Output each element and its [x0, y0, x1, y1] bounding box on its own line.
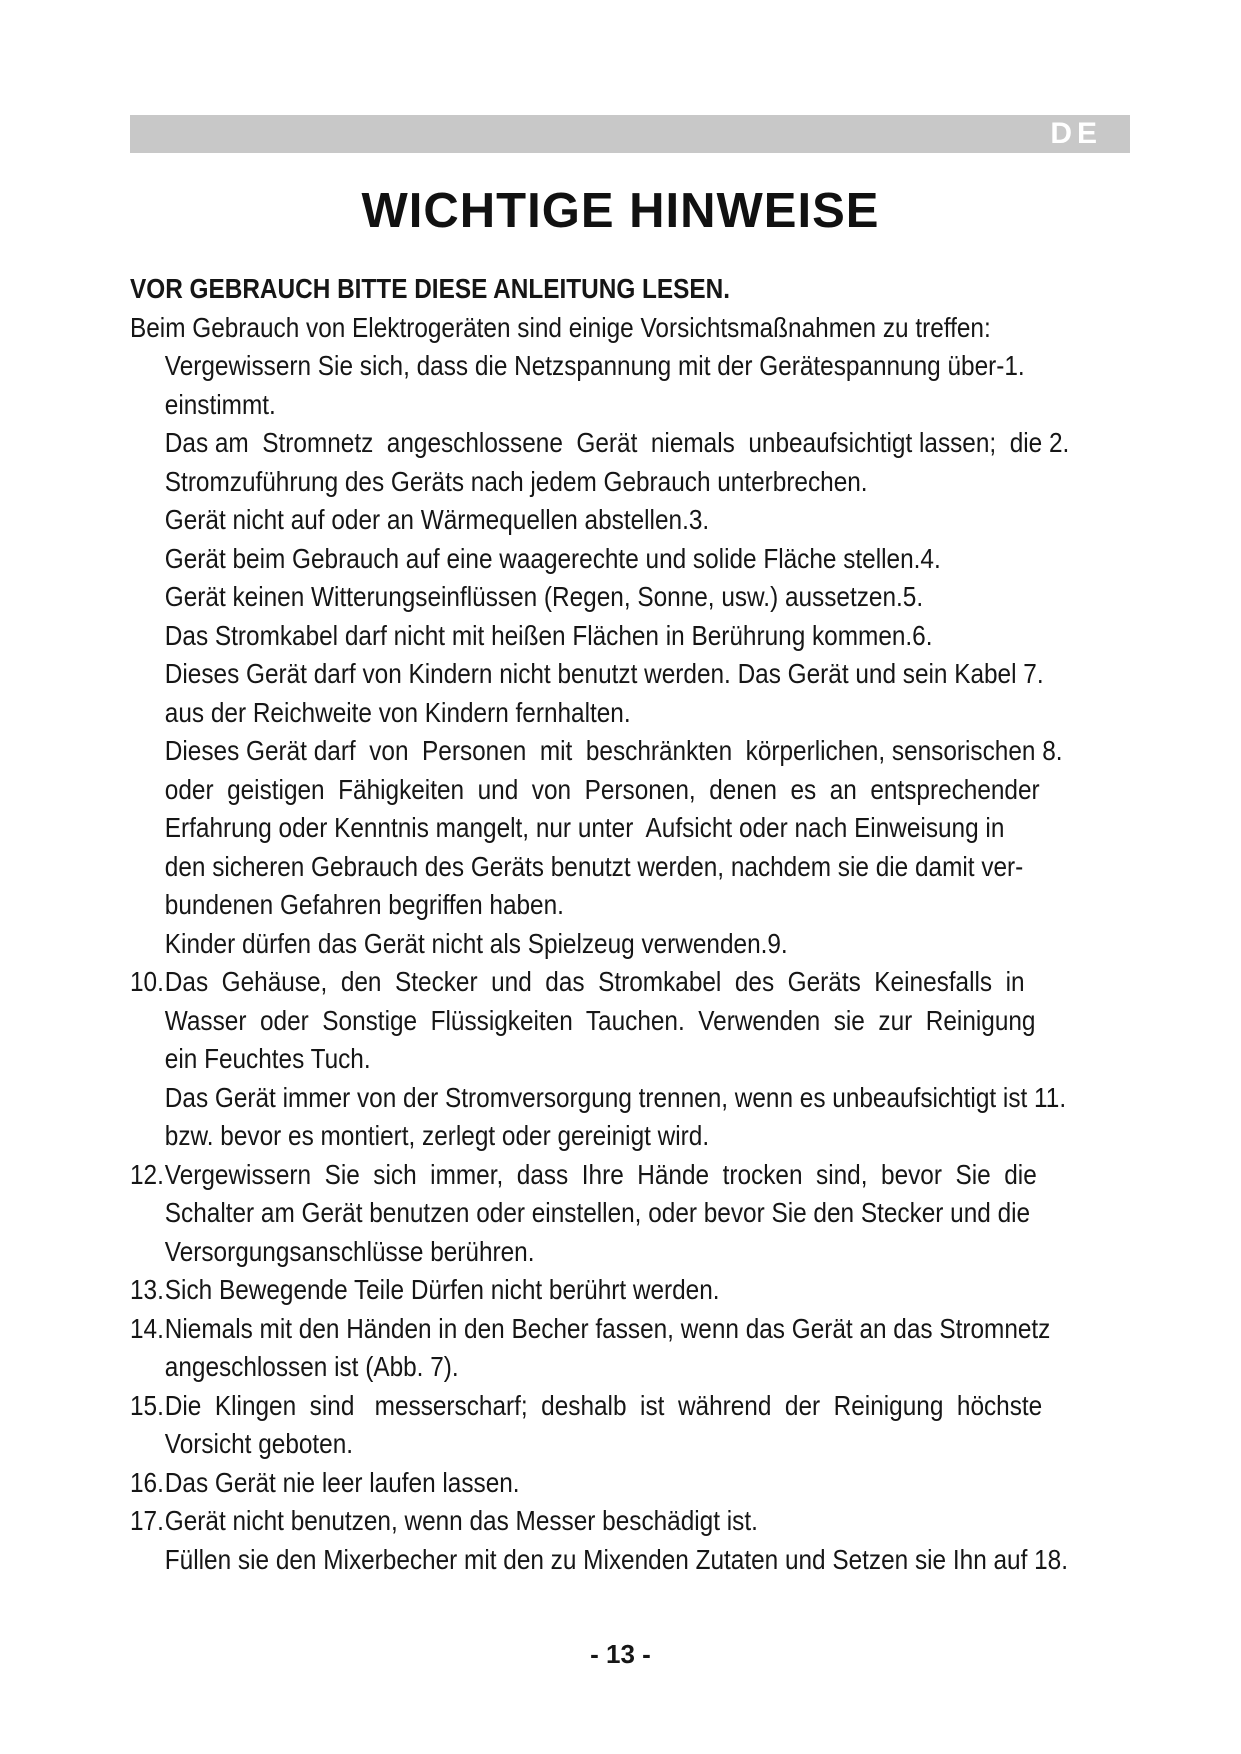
list-item-line: Vergewissern Sie sich, dass die Netzspannung mit der Gerätespannung über-1.	[164, 350, 1025, 381]
list-item	[130, 1271, 1180, 1310]
list-item-line: bzw. bevor es montiert, zerlegt oder gereinigt wird.	[164, 1120, 710, 1151]
list-item-line: Vorsicht geboten.	[164, 1428, 354, 1459]
list-item-line: den sicheren Gebrauch des Geräts benutzt werden, nachdem sie die damit ver-	[164, 850, 1024, 882]
intro-text: Beim Gebrauch von Elektrogeräten sind einige Vorsichtsmaßnahmen zu treffen:	[130, 311, 991, 343]
page-number: - 13 -	[590, 1639, 651, 1669]
subtitle: VOR GEBRAUCH BITTE DIESE ANLEITUNG LESEN.	[130, 273, 731, 304]
list-item-line: Schalter am Gerät benutzen oder einstellen, oder bevor Sie den Stecker und die	[164, 1197, 1031, 1228]
list-item	[130, 963, 1180, 1079]
page-title: WICHTIGE HINWEISE	[361, 184, 880, 238]
list-item	[130, 1079, 1180, 1156]
list-item-line: Stromzuführung des Geräts nach jedem Gebrauch unterbrechen.	[164, 465, 868, 497]
list-item-number: 13.	[130, 1274, 164, 1305]
list-item-line: Das Gehäuse, den Stecker und das Stromkabel des Geräts Keinesfalls in	[164, 966, 1025, 997]
content	[130, 270, 1070, 1579]
list-item-number: 17.	[130, 1505, 164, 1536]
list-item	[130, 578, 1180, 617]
list-item-line: Gerät nicht benutzen, wenn das Messer beschädigt ist.	[164, 1505, 758, 1536]
list-item-line: Das Stromkabel darf nicht mit heißen Flächen in Berührung kommen.6.	[164, 619, 933, 651]
list-item-number: 15.	[130, 1389, 164, 1421]
list-item-line: Versorgungsanschlüsse berühren.	[164, 1235, 535, 1267]
list-item-line: Sich Bewegende Teile Dürfen nicht berührt werden.	[164, 1274, 720, 1305]
list-item	[130, 347, 1180, 424]
list-item-line: Die Klingen sind messerscharf; deshalb ist während der Reinigung höchste	[164, 1389, 1043, 1421]
list-item-line: Das am Stromnetz angeschlossene Gerät niemals unbeaufsichtigt lassen; die 2.	[164, 427, 1070, 458]
list-item-number: 10.	[130, 966, 164, 997]
list-item	[130, 501, 1180, 540]
instruction-list	[130, 347, 1180, 1579]
list-item	[130, 424, 1180, 501]
list-item	[130, 1310, 1180, 1387]
list-item	[130, 1464, 1180, 1503]
list-item-number: 16.	[130, 1466, 164, 1498]
list-item	[130, 1156, 1180, 1272]
list-item	[130, 925, 1180, 964]
list-item-line: Dieses Gerät darf von Personen mit beschränkten körperlichen, sensorischen 8.	[164, 735, 1063, 766]
list-item-line: Vergewissern Sie sich immer, dass Ihre Hände trocken sind, bevor Sie die	[164, 1158, 1037, 1190]
list-item-line: Niemals mit den Händen in den Becher fassen, wenn das Gerät an das Stromnetz	[164, 1312, 1051, 1344]
list-item-line: Erfahrung oder Kenntnis mangelt, nur unter Aufsicht oder nach Einweisung in	[164, 812, 1005, 843]
list-item	[130, 617, 1180, 656]
list-item-line: Füllen sie den Mixerbecher mit den zu Mixenden Zutaten und Setzen sie Ihn auf 18.	[164, 1543, 1069, 1575]
list-item-number: 12.	[130, 1158, 164, 1190]
list-item-line: Das Gerät immer von der Stromversorgung trennen, wenn es unbeaufsichtigt ist 11.	[164, 1081, 1067, 1113]
list-item-line: einstimmt.	[164, 388, 276, 420]
list-item-line: angeschlossen ist (Abb. 7).	[164, 1351, 459, 1382]
list-item-line: Gerät nicht auf oder an Wärmequellen abstellen.3.	[164, 504, 710, 535]
list-item-line: bundenen Gefahren begriffen haben.	[164, 889, 564, 920]
language-code: DE	[1050, 117, 1102, 150]
list-item	[130, 655, 1180, 732]
list-item	[130, 732, 1180, 925]
list-item-line: Gerät beim Gebrauch auf eine waagerechte und solide Fläche stellen.4.	[164, 542, 941, 574]
list-item	[130, 540, 1180, 579]
list-item-line: Kinder dürfen das Gerät nicht als Spielzeug verwenden.9.	[164, 927, 788, 959]
list-item	[130, 1541, 1180, 1580]
language-bar	[130, 115, 1130, 153]
list-item-line: Dieses Gerät darf von Kindern nicht benutzt werden. Das Gerät und sein Kabel 7.	[164, 658, 1044, 689]
list-item	[130, 1387, 1180, 1464]
list-item	[130, 1502, 1180, 1541]
list-item-line: ein Feuchtes Tuch.	[164, 1043, 371, 1074]
list-item-line: oder geistigen Fähigkeiten und von Personen, denen es an entsprechender	[164, 773, 1040, 805]
list-item-line: aus der Reichweite von Kindern fernhalten.	[164, 696, 631, 728]
list-item-line: Gerät keinen Witterungseinflüssen (Regen, Sonne, usw.) aussetzen.5.	[164, 581, 924, 612]
list-item-line: Wasser oder Sonstige Flüssigkeiten Tauchen. Verwenden sie zur Reinigung	[164, 1004, 1036, 1036]
list-item-line: Das Gerät nie leer laufen lassen.	[164, 1466, 520, 1498]
list-item-number: 14.	[130, 1312, 164, 1344]
